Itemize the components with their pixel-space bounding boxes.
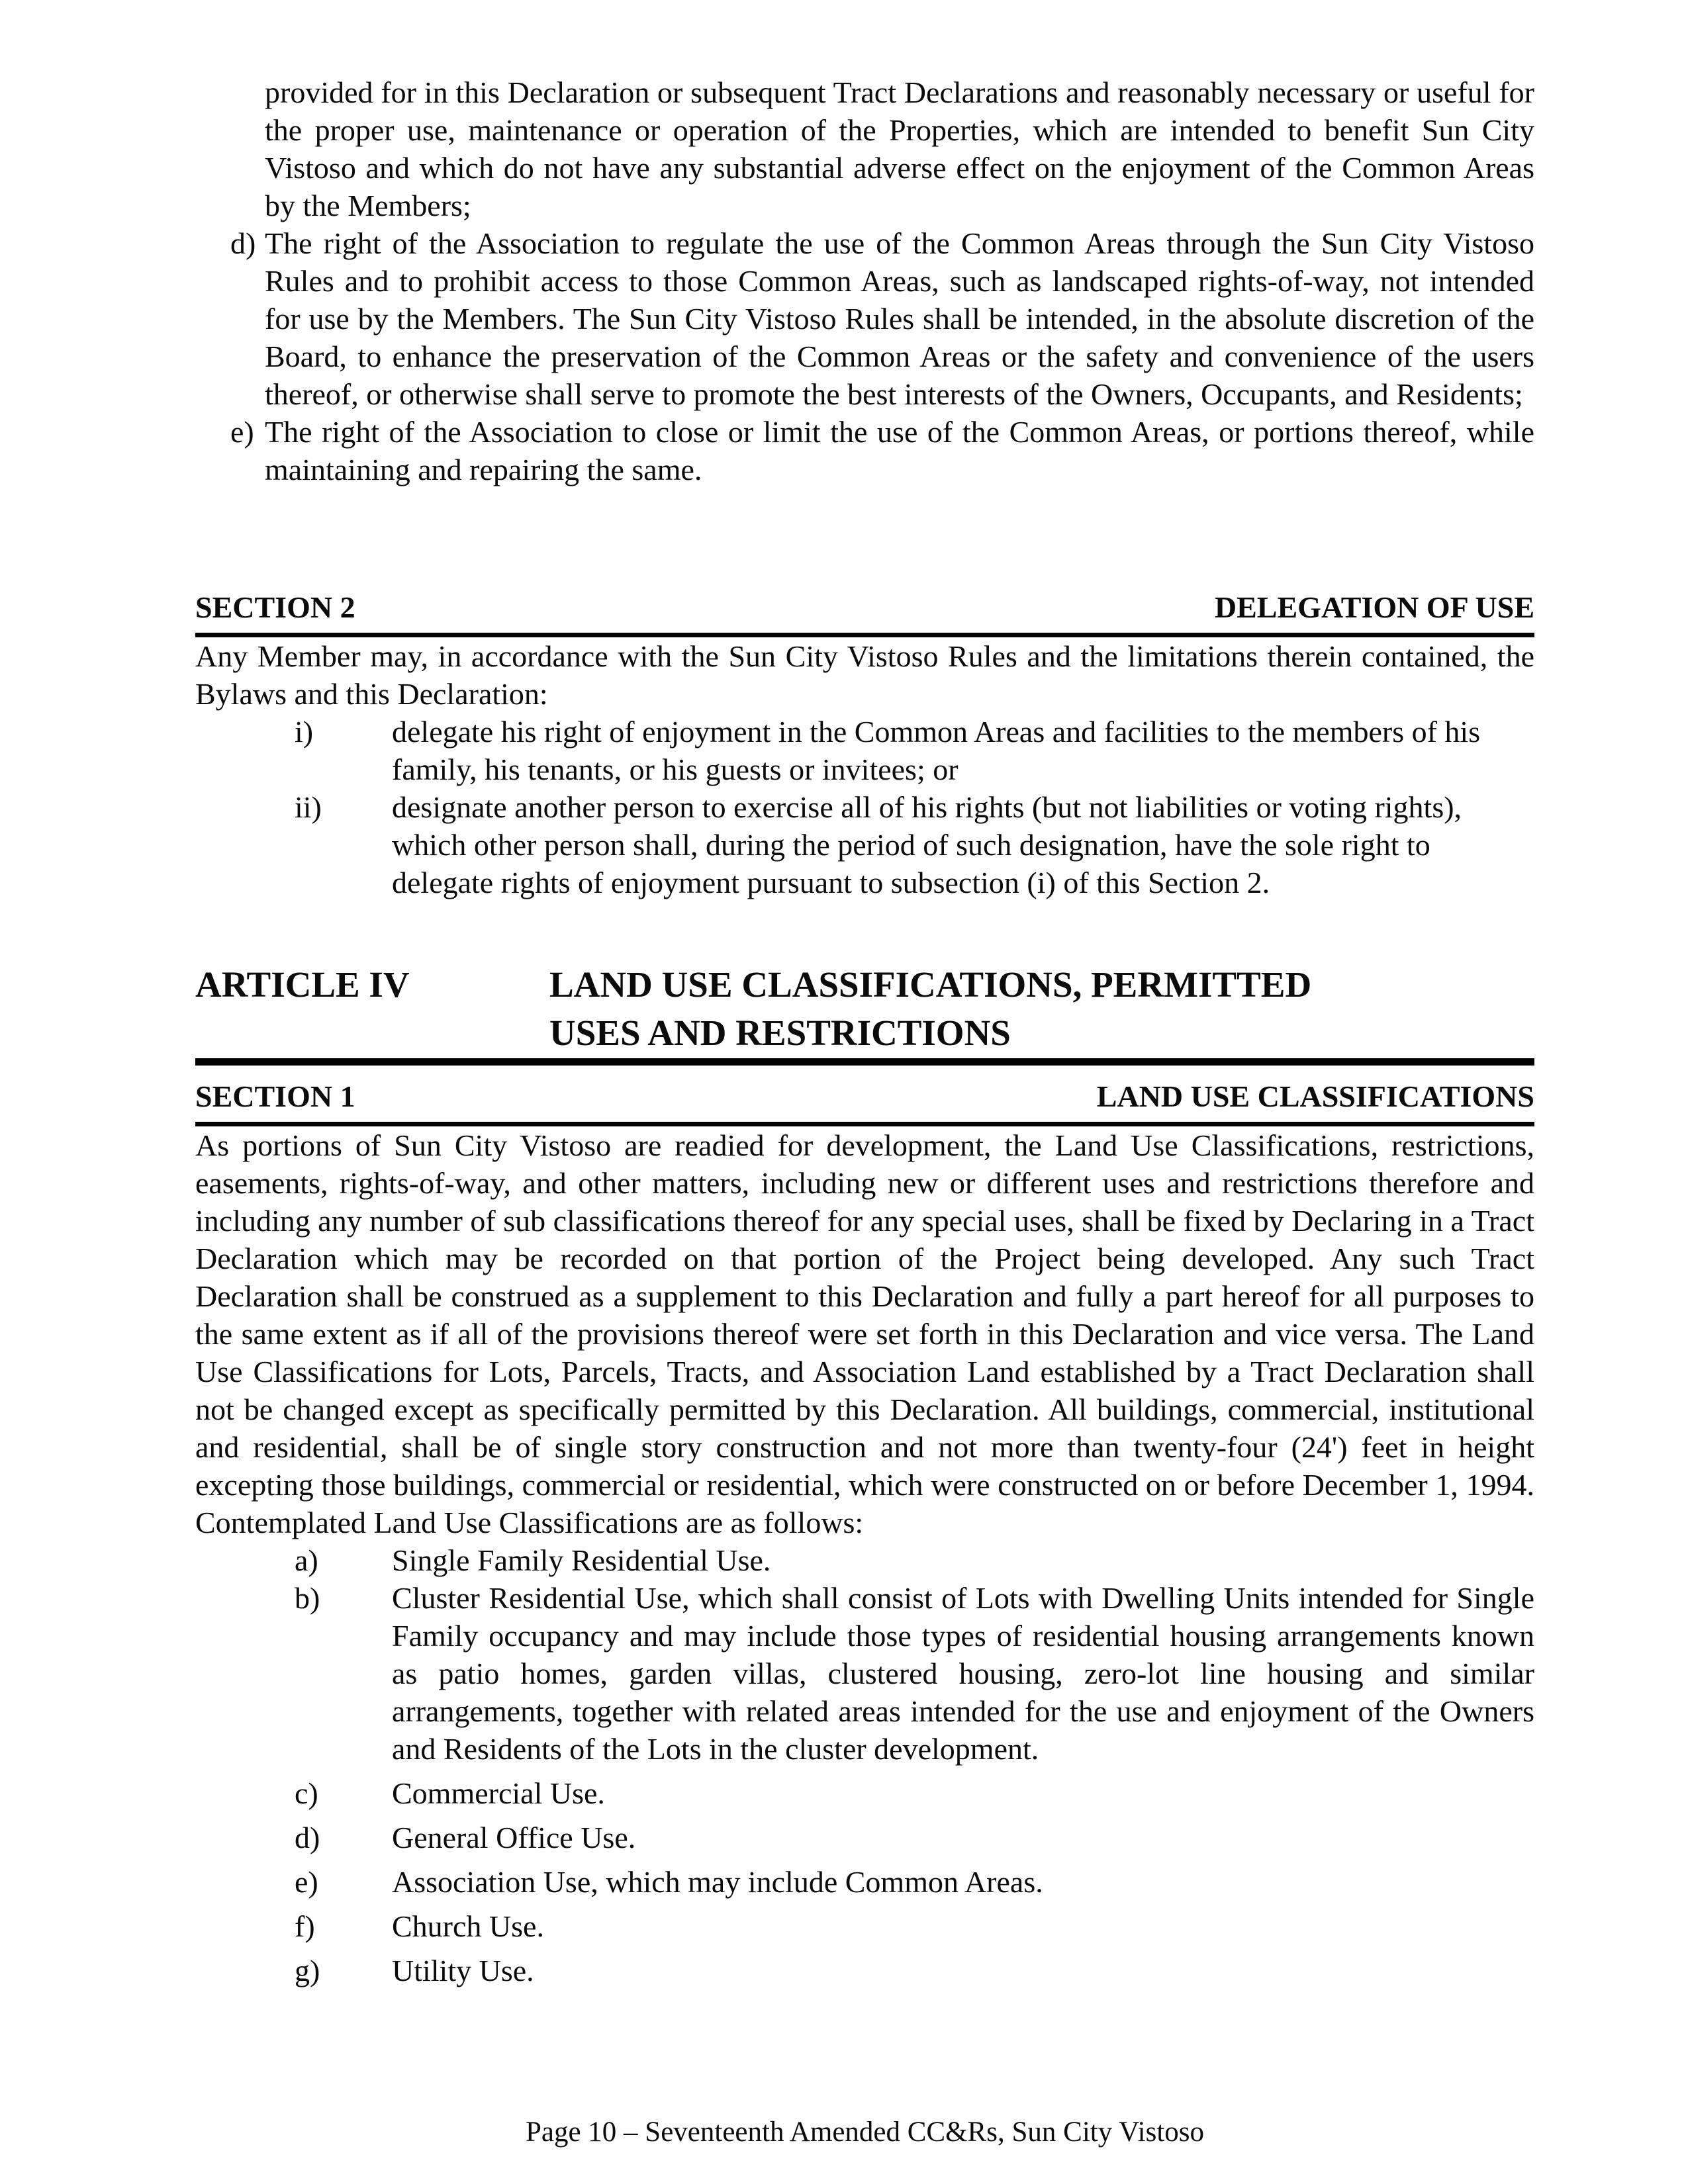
list-item-text: Cluster Residential Use, which shall consist of Lots with Dwelling Units intended for Single Family occupancy and may include those types of residential housing arrangements known as patio homes, garden villas, clustered housing, zero-lot line housing and similar arrangements, together with related areas intended for the use and enjoyment of the Owners and Residents of the Lots in the cluster development.: [392, 1581, 1534, 1766]
classification-item-c: [195, 1774, 1534, 1812]
page-footer-text: Page 10 – Seventeenth Amended CC&Rs, Sun City Vistoso: [525, 2116, 1205, 2148]
document-content: [195, 73, 1534, 1989]
section-label: SECTION 1: [195, 1079, 355, 1113]
list-item-text: The right of the Association to regulate the use of the Common Areas through the Sun City Vistoso Rules and to prohibit access to those Common Areas, such as landscaped rights-of-way, not intended for use by the Members. The Sun City Vistoso Rules shall be intended, in the absolute discretion of the Board, to enhance the preservation of the Common Areas or the safety and convenience of the users thereof, or otherwise shall serve to promote the best interests of the Owners, Occupants, and Residents;: [265, 226, 1534, 411]
sub-list-item-i: [195, 713, 1534, 788]
list-item-marker: b): [295, 1581, 320, 1615]
list-item-continuation: [195, 73, 1534, 224]
list-item-text: Utility Use.: [392, 1954, 534, 1987]
list-item-marker: g): [295, 1954, 320, 1987]
list-item-text: provided for in this Declaration or subsequent Tract Declarations and reasonably necessary or useful for the proper use, maintenance or operation of the Properties, which are intended to benefit Sun City Vistoso and which do not have any substantial adverse effect on the enjoyment of the Common Areas by the Members;: [265, 75, 1534, 222]
list-item-text: General Office Use.: [392, 1821, 636, 1854]
article-title-line-1: LAND USE CLASSIFICATIONS, PERMITTED: [549, 964, 1312, 1005]
article-title-line-2: USES AND RESTRICTIONS: [549, 1013, 1011, 1053]
section-2-heading: [195, 588, 1534, 637]
list-item-marker: i): [295, 715, 314, 749]
article-divider-rule: [195, 1058, 1534, 1066]
list-item-text: The right of the Association to close or limit the use of the Common Areas, or portions thereof, while maintaining and repairing the same.: [265, 415, 1534, 486]
section-2-intro: [195, 637, 1534, 713]
list-item-text: Single Family Residential Use.: [392, 1543, 771, 1577]
list-item-text: Church Use.: [392, 1909, 544, 1943]
classification-item-d: [195, 1819, 1534, 1856]
list-item-marker: a): [295, 1543, 318, 1577]
paragraph-text: Any Member may, in accordance with the Sun City Vistoso Rules and the limitations therein contained, the Bylaws and this Declaration:: [195, 639, 1534, 711]
list-item-d: [195, 224, 1534, 413]
list-item-marker: f): [295, 1909, 315, 1943]
list-item-text: Association Use, which may include Common Areas.: [392, 1865, 1043, 1899]
page-footer: [195, 2115, 1534, 2150]
list-item-text: Commercial Use.: [392, 1776, 605, 1810]
section-title: DELEGATION OF USE: [1214, 590, 1534, 624]
list-item-marker: d): [295, 1821, 320, 1854]
section-1-heading: [195, 1077, 1534, 1126]
list-item-marker: e): [295, 1865, 318, 1899]
section-title: LAND USE CLASSIFICATIONS: [1096, 1079, 1534, 1113]
section-label: SECTION 2: [195, 590, 355, 624]
list-item-e: [195, 413, 1534, 488]
article-4-heading: [195, 960, 1534, 1057]
classification-item-e: [195, 1863, 1534, 1901]
classification-item-b: [195, 1579, 1534, 1768]
classification-item-g: [195, 1952, 1534, 1989]
list-item-marker: ii): [295, 790, 322, 824]
list-item-text: delegate his right of enjoyment in the Common Areas and facilities to the members of his family, his tenants, or his guests or invitees; or: [392, 715, 1481, 786]
classification-item-f: [195, 1907, 1534, 1945]
list-item-text: designate another person to exercise all of his rights (but not liabilities or voting rights), which other person shall, during the period of such designation, have the sole right to delegate rights of enjoyment pursuant to subsection (i) of this Section 2.: [392, 790, 1462, 899]
classification-item-a: [195, 1541, 1534, 1579]
list-item-marker: d): [230, 226, 256, 260]
list-item-marker: e): [230, 415, 254, 449]
paragraph-text: As portions of Sun City Vistoso are readied for development, the Land Use Classifications, restrictions, easements, rights-of-way, and other matters, including new or different uses and restrictions therefore and including any number of sub classifications thereof for any special uses, shall be fixed by Declaring in a Tract Declaration which may be recorded on that portion of the Project being developed. Any such Tract Declaration shall be construed as a supplement to this Declaration and fully a part hereof for all purposes to the same extent as if all of the provisions thereof were set forth in this Declaration and vice versa. The Land Use Classifications for Lots, Parcels, Tracts, and Association Land established by a Tract Declaration shall not be changed except as specifically permitted by this Declaration. All buildings, commercial, institutional and residential, shall be of single story construction and not more than twenty-four (24') feet in height excepting those buildings, commercial or residential, which were constructed on or before December 1, 1994. Contemplated Land Use Classifications are as follows:: [195, 1128, 1534, 1539]
sub-list-item-ii: [195, 788, 1534, 901]
section-1-body: [195, 1126, 1534, 1541]
list-item-marker: c): [295, 1776, 318, 1810]
article-label: ARTICLE IV: [195, 964, 410, 1005]
